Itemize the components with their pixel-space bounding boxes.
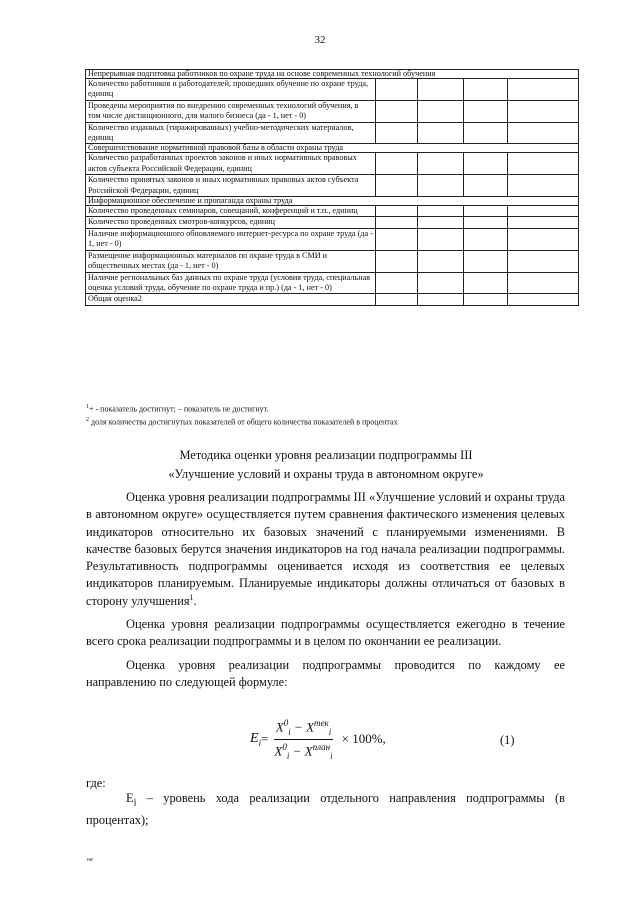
table-row	[86, 175, 579, 197]
value-cell	[376, 175, 418, 197]
formula	[250, 713, 386, 765]
formula-numerator: $X^0_i - X^{тек}_i$	[274, 718, 333, 740]
table-row	[86, 100, 579, 122]
table-row	[86, 228, 579, 250]
formula-number: (1)	[500, 733, 515, 747]
section-heading	[86, 446, 566, 484]
value-cell	[376, 294, 418, 305]
indicator-name-cell: Проведены мероприятия по внедрению современных технологий обучения, в том числе дистанционного, для малого бизнеса (да - 1, нет - 0)	[86, 100, 376, 122]
indicator-name-cell: Количество принятых законов и иных нормативных правовых актов субъекта Российской Федерации, единиц	[86, 175, 376, 197]
value-cell	[376, 79, 418, 101]
table-row	[86, 250, 579, 272]
value-cell	[508, 206, 579, 217]
footnote-2: $^2$ доля количества достигнутых показателей от общего количества показателей в процентах	[86, 416, 398, 427]
table-row	[86, 294, 579, 305]
paragraph-2: Оценка уровня реализации подпрограммы осуществляется ежегодно в течение всего срока реализации подпрограммы и в целом по окончании ее реализации.	[86, 617, 565, 649]
footnote-1: $^1$+ - показатель достигнут; – показатель не достигнут.	[86, 404, 269, 414]
value-cell	[508, 122, 579, 144]
value-cell	[508, 217, 579, 228]
indicator-name-cell: Общая оценка2	[86, 294, 376, 305]
value-cell	[464, 217, 508, 228]
value-cell	[508, 272, 579, 294]
value-cell	[418, 79, 464, 101]
value-cell	[418, 272, 464, 294]
value-cell	[418, 153, 464, 175]
table-section-row	[86, 70, 579, 79]
heading-line-1: Методика оценки уровня реализации подпрограммы III	[179, 448, 473, 462]
value-cell	[418, 228, 464, 250]
table-section-row	[86, 144, 579, 153]
indicator-name-cell: Наличие региональных баз данных по охране труда (условия труда, специальная оценка условий труда, обучение по охране труда и пр.) (да - 1, нет - 0)	[86, 272, 376, 294]
value-cell	[508, 250, 579, 272]
indicators-table	[85, 69, 579, 306]
section-title-cell: Совершенствование нормативной правовой базы в области охраны труда	[86, 144, 579, 153]
body-text	[86, 489, 565, 697]
value-cell	[464, 122, 508, 144]
paragraph-1: Оценка уровня реализации подпрограммы III «Улучшение условий и охраны труда в автономном округе» осуществляется путем сравнения фактического изменения целевых индикаторов относительно их базовых значений с планируемыми изменениями. В качестве базовых берутся значения индикаторов на год начала реализации подпрограммы. Результативность подпрограммы оценивается исходя из соответствия ее целевых индикаторов планируемым. Планируемые индикаторы должны отличаться от базовых в сторону улучшения$^1$.	[86, 490, 565, 608]
indicator-name-cell: Количество проведенных смотров-конкурсов, единиц	[86, 217, 376, 228]
ei-definition: $E_i$ – уровень хода реализации отдельного направления подпрограммы (в процентах);	[86, 791, 565, 827]
value-cell	[508, 79, 579, 101]
formula-denominator: $X^0_i - X^{план}_i$	[274, 741, 333, 761]
indicator-name-cell: Количество проведенных семинаров, совещаний, конференций и т.п., единиц	[86, 206, 376, 217]
value-cell	[464, 79, 508, 101]
value-cell	[464, 250, 508, 272]
indicator-name-cell: Наличие информационного обновляемого интернет-ресурса по охране труда (да - 1, нет - 0)	[86, 228, 376, 250]
value-cell	[464, 206, 508, 217]
value-cell	[376, 100, 418, 122]
table-row	[86, 206, 579, 217]
formula-lhs: $E_i$	[250, 730, 262, 748]
value-cell	[376, 228, 418, 250]
table-row	[86, 153, 579, 175]
section-title-cell: Информационное обеспечение и пропаганда охраны труда	[86, 197, 579, 206]
table-section-row	[86, 197, 579, 206]
value-cell	[376, 153, 418, 175]
formula-tail: × 100%,	[341, 731, 386, 746]
value-cell	[464, 294, 508, 305]
table-row	[86, 272, 579, 294]
value-cell	[508, 100, 579, 122]
value-cell	[464, 100, 508, 122]
value-cell	[508, 153, 579, 175]
value-cell	[418, 175, 464, 197]
value-cell	[464, 153, 508, 175]
value-cell	[508, 175, 579, 197]
value-cell	[418, 250, 464, 272]
section-title-cell: Непрерывная подготовка работников по охране труда на основе современных технологий обучения	[86, 70, 579, 79]
table-row	[86, 217, 579, 228]
value-cell	[376, 250, 418, 272]
value-cell	[418, 100, 464, 122]
value-cell	[418, 122, 464, 144]
value-cell	[464, 272, 508, 294]
heading-line-2: «Улучшение условий и охраны труда в автономном округе»	[168, 467, 484, 481]
value-cell	[418, 206, 464, 217]
table-row	[86, 122, 579, 144]
indicator-name-cell: Количество изданных (тиражированных) учебно-методических материалов, единиц	[86, 122, 376, 144]
indicator-name-cell: Размещение информационных материалов по охране труда в СМИ и общественных местах (да - 1, нет - 0)	[86, 250, 376, 272]
indicator-name-cell: Количество работников и работодателей, прошедших обучение по охране труда, единиц	[86, 79, 376, 101]
page-number: 32	[314, 34, 326, 46]
table-row	[86, 79, 579, 101]
paragraph-3: Оценка уровня реализации подпрограммы проводится по каждому ее направлению по следующей формуле:	[86, 657, 565, 689]
value-cell	[418, 217, 464, 228]
value-cell	[418, 294, 464, 305]
value-cell	[376, 217, 418, 228]
corner-mark: нв	[87, 857, 93, 863]
value-cell	[464, 175, 508, 197]
value-cell	[508, 228, 579, 250]
value-cell	[464, 228, 508, 250]
table-footnotes	[86, 402, 586, 427]
value-cell	[508, 294, 579, 305]
indicator-name-cell: Количество разработанных проектов законов и иных нормативных правовых актов субъекта Российской Федерации, единиц	[86, 153, 376, 175]
value-cell	[376, 206, 418, 217]
where-label: где:	[86, 776, 106, 790]
value-cell	[376, 122, 418, 144]
value-cell	[376, 272, 418, 294]
formula-fraction	[272, 718, 334, 761]
formula-equals: =	[261, 731, 269, 746]
